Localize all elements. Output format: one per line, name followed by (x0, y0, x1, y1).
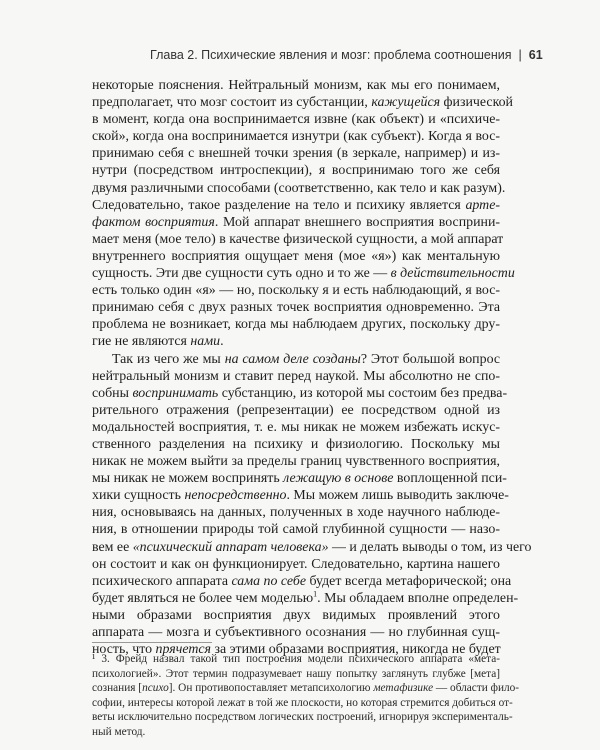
text-line: мает меня (мое тело) в качестве физической сущности, а мой аппарат (92, 231, 504, 247)
footnote-line: психологией». Этот термин подразумевает нашу попытку заглянуть глубже [мета] (92, 667, 500, 680)
footnote-line: софии, интересы которой лежат в той же плоскости, но которая стремится добиться от- (92, 696, 513, 709)
text-line: сущность. Эти две сущности суть одно и то же — в действительности (92, 266, 515, 282)
text-line: ными образами восприятия двух видимых проявлений этого (92, 607, 500, 623)
text-line: хики сущность непосредственно. Мы можем лишь выводить заключе- (92, 488, 509, 504)
text-line: ственного разделения на психику и физиологию. Поскольку мы (92, 436, 500, 452)
footnote-line: сознания [психо]. Он противопоставляет метапсихологию метафизике — области фило- (92, 682, 520, 695)
footnote-line: ¹ 3. Фрейд назвал такой тип построения модели психического аппарата «мета- (92, 653, 500, 665)
text-line: некоторые пояснения. Нейтральный монизм, как мы его понимаем, (92, 78, 500, 93)
main-text (92, 77, 532, 658)
footnote-marker: 1 (313, 589, 318, 599)
text-line: есть только один «я» — но, поскольку я и есть наблюдающий, я вос- (92, 283, 500, 299)
text-line: вем ее «психический аппарат человека» — и делать выводы о том, из чего (92, 539, 532, 555)
text-line: Так из чего же мы на самом деле созданы? Этот большой вопрос (112, 351, 501, 367)
text-line: мы никак не можем воспринять лежащую в основе воплощенной пси- (92, 471, 507, 487)
running-header (150, 48, 543, 62)
text-line: проблема не возникает, когда мы наблюдаем других, поскольку дру- (92, 317, 500, 333)
text-line: нейтральный монизм и ставит перед наукой. Мы абсолютно не спо- (92, 368, 500, 384)
text-line: модальностей восприятия, т. е. мы никак не можем избежать искус- (92, 419, 500, 435)
paragraph-1 (92, 77, 515, 351)
text-line: аппарата — мозга и субъективного осознания — но глубинная сущ- (92, 625, 500, 640)
text-line: ния, в отношении природы той самой глубинной сущности — назо- (92, 522, 500, 538)
text-line: ность, что прячется за этими образами восприятия, никогда не будет (92, 642, 501, 658)
text-line: принимаю себя с двух разных точек восприятия одновременно. Эта (92, 300, 500, 316)
text-line: принимаю себя с внешней точки зрения (в зеркале, например) и из- (92, 146, 500, 162)
text-line: психического аппарата сама по себе будет всегда метафорической; она (92, 573, 512, 589)
text-line: двумя различными способами (соответственно, как тело и как разум). (92, 180, 506, 196)
footnote-divider (92, 642, 212, 643)
footnote (92, 652, 520, 740)
text-line: ской», когда она воспринимается изнутри (как субъект). Когда я вос- (92, 129, 500, 145)
text-line: рительного отражения (репрезентации) ее посредством одной из (92, 402, 500, 418)
text-line: ния, основываясь на данных, полученных в ходе научного наблюде- (92, 505, 500, 521)
text-line: фактом восприятия. Мой аппарат внешнего восприятия восприни- (92, 214, 501, 230)
text-line: гие не являются нами. (92, 334, 224, 350)
text-line: Следовательно, такое разделение на тело и психику является арте- (92, 197, 500, 213)
text-line: в момент, когда она воспринимается извне (как объект) и «психиче- (92, 112, 500, 128)
text-line: будет являться не более чем моделью$^1$. Мы обладаем вполне определен- (92, 589, 519, 606)
text-line: внутреннего восприятия ощущает меня (мое «я») как ментальную (92, 248, 500, 264)
chapter-title: Глава 2. Психические явления и мозг: проблема соотношения (150, 48, 512, 62)
footnote-line: ный метод. (92, 725, 146, 738)
page-number: 61 (528, 48, 543, 62)
footnote-line: веты исключительно посредством логических построений, игнорируя эксперименталь- (92, 711, 513, 724)
text-line: он состоит и как он функционирует. Следовательно, картина нашего (92, 556, 500, 572)
text-line: предполагает, что мозг состоит из субстанции, кажущейся физической (92, 95, 513, 111)
text-line: никак не можем выйти за пределы границ чувственного восприятия, (92, 454, 500, 470)
header-separator: | (518, 48, 522, 62)
text-line: собны воспринимать субстанцию, из которой мы состоим без предва- (92, 385, 508, 401)
text-line: нутри (посредством интроспекции), я воспринимаю того же себя (92, 163, 500, 179)
paragraph-2 (92, 351, 532, 659)
